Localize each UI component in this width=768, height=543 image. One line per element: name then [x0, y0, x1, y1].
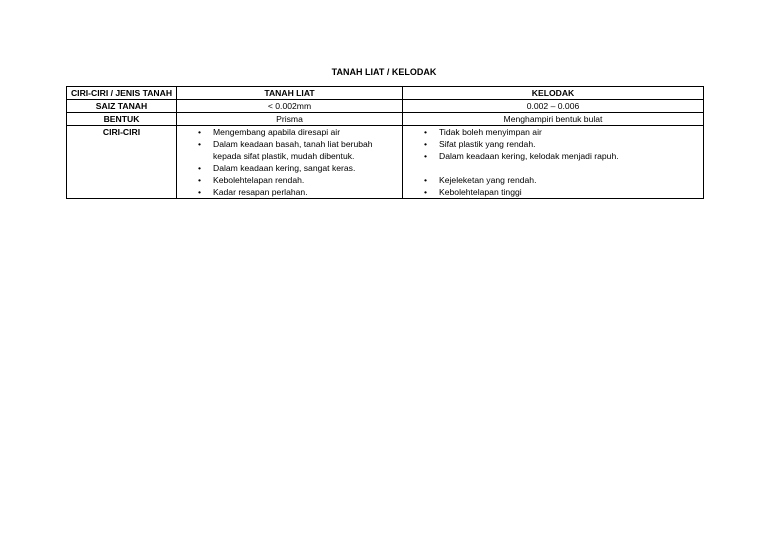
liat-characteristics-list: [179, 126, 400, 198]
table-header-row: [67, 87, 704, 100]
list-item: [405, 174, 701, 186]
header-cell-tanah-liat: TANAH LIAT: [177, 87, 403, 100]
cell-liat-size: < 0.002mm: [177, 100, 403, 113]
cell-kelodak-size: 0.002 – 0.006: [403, 100, 704, 113]
cell-liat-characteristics: [177, 126, 403, 199]
list-item: [179, 186, 400, 198]
cell-kelodak-shape: Menghampiri bentuk bulat: [403, 113, 704, 126]
bullet-icon: •: [424, 127, 428, 137]
list-item: [179, 126, 400, 138]
table-row: [67, 100, 704, 113]
list-item: [405, 150, 701, 162]
cell-kelodak-characteristics: [403, 126, 704, 199]
row-label-saiz-tanah: SAIZ TANAH: [67, 100, 177, 113]
bullet-icon: •: [198, 163, 202, 173]
bullet-icon: •: [198, 127, 202, 137]
kelodak-characteristics-list: [405, 126, 701, 198]
row-label-bentuk: BENTUK: [67, 113, 177, 126]
table-row: [67, 126, 704, 199]
list-item-text: Sifat plastik yang rendah.: [439, 139, 536, 149]
list-item-text: Tidak boleh menyimpan air: [439, 127, 542, 137]
bullet-icon: •: [424, 187, 428, 197]
list-item: [405, 186, 701, 198]
list-item-text: Dalam keadaan basah, tanah liat berubah kepada sifat plastik, mudah dibentuk.: [213, 139, 373, 161]
bullet-icon: •: [424, 175, 428, 185]
list-item: [179, 162, 400, 174]
page-title: TANAH LIAT / KELODAK: [331, 67, 437, 77]
list-spacer: [405, 162, 701, 174]
list-item-text: Kejeleketan yang rendah.: [439, 175, 537, 185]
list-item-text: Kebolehtelapan tinggi: [439, 187, 522, 197]
cell-liat-shape: Prisma: [177, 113, 403, 126]
bullet-icon: •: [198, 187, 202, 197]
soil-comparison-table: [66, 86, 704, 199]
table-row: [67, 113, 704, 126]
bullet-icon: •: [198, 139, 202, 149]
list-item-text: Dalam keadaan kering, sangat keras.: [213, 163, 356, 173]
list-item-text: Dalam keadaan kering, kelodak menjadi rapuh.: [439, 151, 619, 161]
list-item: [179, 138, 400, 162]
list-item-text: Kadar resapan perlahan.: [213, 187, 308, 197]
header-cell-kelodak: KELODAK: [403, 87, 704, 100]
header-cell-criteria: CIRI-CIRI / JENIS TANAH: [67, 87, 177, 100]
list-item-text: Kebolehtelapan rendah.: [213, 175, 305, 185]
list-item: [405, 138, 701, 150]
bullet-icon: •: [424, 151, 428, 161]
bullet-icon: •: [198, 175, 202, 185]
list-item: [179, 174, 400, 186]
list-item: [405, 126, 701, 138]
list-item-text: Mengembang apabila diresapi air: [213, 127, 341, 137]
row-label-ciri-ciri: CIRI-CIRI: [67, 126, 177, 199]
bullet-icon: •: [424, 139, 428, 149]
